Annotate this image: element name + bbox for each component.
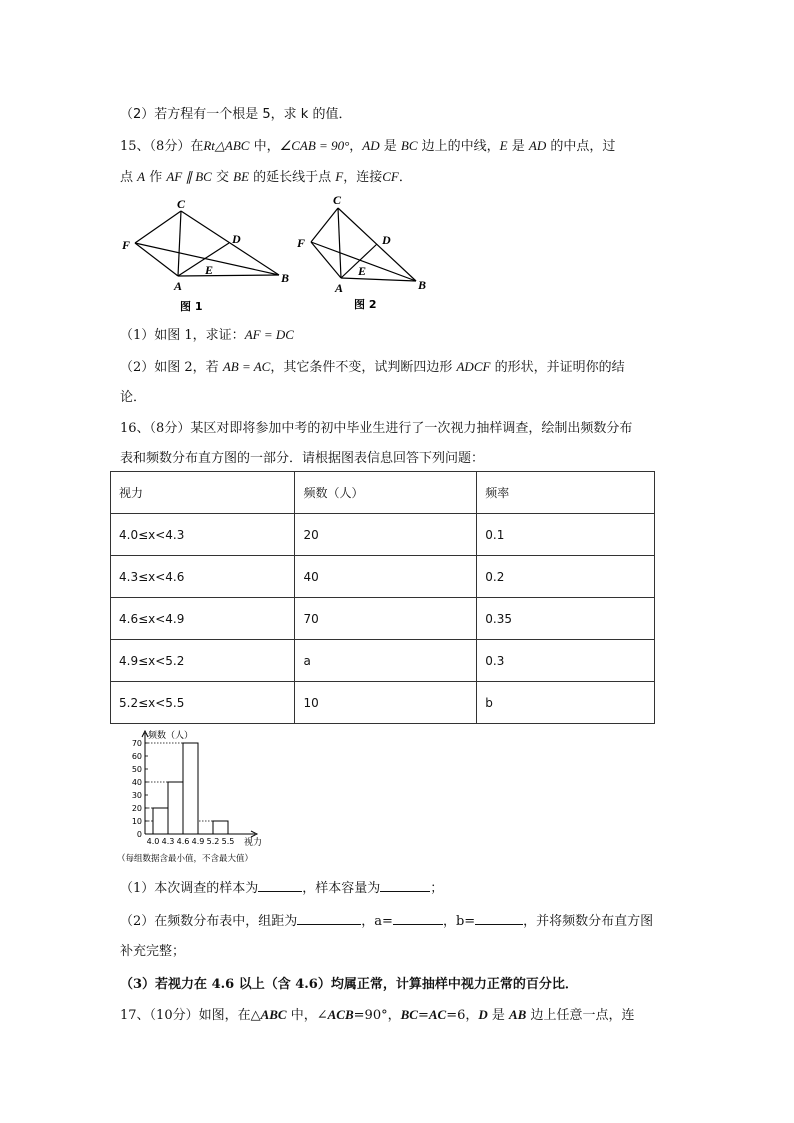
q16-line2: 表和频数分布直方图的一部分．请根据图表信息回答下列问题： <box>120 451 485 466</box>
answer-blank[interactable] <box>393 912 443 925</box>
answer-blank[interactable] <box>297 912 361 925</box>
q17-ac: AC <box>428 1007 447 1022</box>
fig2-seg-fc <box>311 208 338 242</box>
q15-shi: 是 <box>379 139 401 154</box>
q17-ab: AB <box>509 1007 527 1022</box>
q15-cf: CF <box>382 169 399 184</box>
q16-p2-a: ，a= <box>361 914 393 929</box>
hist-xtick-label: 4.0 <box>146 837 160 846</box>
q15-bc: BC <box>400 138 418 153</box>
q15-triangle: △ABC <box>214 138 250 153</box>
fig2-seg-ab <box>341 278 416 281</box>
q15-part2-suffix: 的形状，并证明你的结 <box>490 360 625 375</box>
hist-xtick-label: 4.6 <box>176 837 190 846</box>
q15-part2-mid: ，其它条件不变，试判断四边形 <box>270 360 457 375</box>
fig2-label-f: F <box>297 236 306 250</box>
q14-part2: （2）若方程有一个根是 5，求 k 的值． <box>120 107 352 122</box>
q17-d: D <box>478 1007 488 1022</box>
q15-rt: Rt <box>203 138 215 153</box>
q15-comma: ， <box>349 139 363 154</box>
hist-bar <box>183 743 198 834</box>
hist-xtick-label: 4.9 <box>191 837 205 846</box>
hist-bar <box>153 808 168 834</box>
q16-part1 <box>120 877 443 896</box>
q15-line2 <box>120 166 412 185</box>
hist-ytick-label: 50 <box>131 765 142 774</box>
q16-part2-cont: 补充完整； <box>120 944 186 959</box>
q17-text-e: =6， <box>446 1008 479 1023</box>
q15-f: F <box>335 169 344 184</box>
hist-ytick-label: 0 <box>136 830 142 839</box>
table-cell: 0.2 <box>477 556 655 598</box>
fig2-seg-ca <box>338 208 341 278</box>
fig1-seg-ad <box>178 243 229 276</box>
table-row <box>111 514 655 556</box>
hist-ytick-label: 10 <box>131 817 142 826</box>
q17-text-g: 边上任意一点，连 <box>526 1008 635 1023</box>
figure-1 <box>118 198 298 318</box>
table-cell: 70 <box>295 598 477 640</box>
fig1-label-c: C <box>177 198 186 211</box>
table-cell: 0.1 <box>477 514 655 556</box>
q15-part1-prefix: （1）如图 1，求证： <box>120 328 245 343</box>
frequency-table <box>110 471 655 724</box>
q15-part1 <box>120 324 294 343</box>
q17-abc: ABC <box>260 1007 287 1022</box>
q17-text-d: = <box>417 1008 429 1023</box>
q17-bc: BC <box>400 1007 418 1022</box>
q15-part2-eq: AB = AC <box>222 359 271 374</box>
q15-header: 15、（8分）在 <box>120 139 204 154</box>
fig1-seg-fc <box>135 211 181 243</box>
table-row <box>111 598 655 640</box>
q17-acb: ACB <box>327 1007 354 1022</box>
hist-note: （每组数据含最小值，不含最大值） <box>117 854 254 864</box>
fig1-label-a: A <box>174 279 183 293</box>
table-row <box>111 640 655 682</box>
table-cell: 5.2≤x<5.5 <box>111 682 295 724</box>
q16-p1-end: ； <box>430 881 444 896</box>
q16-p2-b: ，b= <box>442 914 476 929</box>
q15-ad: AD <box>362 138 380 153</box>
q15-midline: 边上的中线， <box>417 139 500 154</box>
hist-xtick-label: 5.2 <box>206 837 220 846</box>
hist-bar <box>168 782 183 834</box>
fig1-label-d: D <box>232 232 241 246</box>
table-row <box>111 682 655 724</box>
q16-p1-text2: ，样本容量为 <box>302 881 381 896</box>
table-cell: 0.3 <box>477 640 655 682</box>
q15-zuo: 作 <box>145 170 167 185</box>
table-header-cell: 频数（人） <box>295 472 477 514</box>
q16-line1: 16、（8分）某区对即将参加中考的初中毕业生进行了一次视力抽样调查，绘制出频数分布 <box>120 421 633 436</box>
q15-lian: ，连接 <box>343 170 383 185</box>
q15-part1-eq: AF = DC <box>244 327 294 342</box>
table-header-cell: 频率 <box>477 472 655 514</box>
q15-part2-prefix: （2）如图 2，若 <box>120 360 223 375</box>
hist-xlabel: 视力 <box>244 838 263 848</box>
table-cell: 40 <box>295 556 477 598</box>
q15-dian: 点 <box>120 170 138 185</box>
q17-text-a: 17、（10分）如图，在△ <box>120 1008 261 1023</box>
q15-midpoint: 的中点，过 <box>546 139 616 154</box>
q15-jiao: 交 <box>211 170 234 185</box>
fig2-label-c: C <box>333 193 342 207</box>
q16-p2-text: （2）在频数分布表中，组距为 <box>120 914 298 929</box>
q15-e: E <box>499 138 508 153</box>
q17-text-f: 是 <box>487 1008 510 1023</box>
fig1-label-b: B <box>281 271 290 285</box>
hist-ytick-label: 60 <box>131 752 142 761</box>
fig1-seg-ab <box>178 275 279 276</box>
hist-ytick-label: 40 <box>131 778 142 787</box>
answer-blank[interactable] <box>475 912 523 925</box>
q15-angle: ∠CAB = 90° <box>279 138 350 153</box>
q15-ad2: AD <box>528 138 547 153</box>
table-row <box>111 556 655 598</box>
fig2-label-d: D <box>382 233 391 247</box>
fig2-label-b: B <box>418 278 427 292</box>
fig2-label-a: A <box>335 281 344 295</box>
q15-a: A <box>137 169 146 184</box>
hist-ytick-label: 30 <box>131 791 142 800</box>
q15-be: BE <box>233 169 250 184</box>
fig2-caption: 图 2 <box>354 298 377 311</box>
frequency-histogram <box>115 727 295 867</box>
table-cell: a <box>295 640 477 682</box>
q16-part3: （3）若视力在 4.6 以上（含 4.6）均属正常，计算抽样中视力正常的百分比． <box>120 977 578 992</box>
table-cell: 4.0≤x<4.3 <box>111 514 295 556</box>
q17-line1 <box>120 1004 635 1023</box>
table-cell: 4.9≤x<5.2 <box>111 640 295 682</box>
q15-line1 <box>120 135 615 154</box>
q15-part2-quad: ADCF <box>456 359 491 374</box>
q15-part2-cont: 论． <box>120 390 147 405</box>
hist-ylabel: 频数（人） <box>148 731 194 741</box>
q16-p1-text: （1）本次调查的样本为 <box>120 881 259 896</box>
fig1-seg-cb <box>181 211 279 275</box>
hist-ytick-label: 20 <box>131 804 142 813</box>
table-header-row <box>111 472 655 514</box>
q15-zhong: 中， <box>249 139 280 154</box>
fig2-label-e: E <box>358 264 367 278</box>
q15-af-bc: AF ∥ BC <box>166 169 212 184</box>
hist-ytick-label: 70 <box>131 739 142 748</box>
q15-shi2: 是 <box>507 139 529 154</box>
answer-blank[interactable] <box>258 879 302 892</box>
fig1-caption: 图 1 <box>180 300 203 313</box>
q16-p2-end: ，并将频数分布直方图 <box>523 914 654 929</box>
table-cell: 20 <box>295 514 477 556</box>
table-cell: 4.3≤x<4.6 <box>111 556 295 598</box>
q15-ext: 的延长线于点 <box>249 170 336 185</box>
figure-2 <box>295 190 435 315</box>
answer-blank[interactable] <box>380 879 430 892</box>
fig1-label-e: E <box>205 263 214 277</box>
q17-text-b: 中，∠ <box>286 1008 328 1023</box>
fig1-label-f: F <box>122 238 131 252</box>
table-cell: 10 <box>295 682 477 724</box>
table-cell: 0.35 <box>477 598 655 640</box>
q15-part2 <box>120 356 625 375</box>
hist-xtick-label: 4.3 <box>161 837 175 846</box>
table-cell: 4.6≤x<4.9 <box>111 598 295 640</box>
table-header-cell: 视力 <box>111 472 295 514</box>
fig1-seg-ca <box>178 211 181 276</box>
q17-text-c: =90°， <box>353 1008 401 1023</box>
q15-end: ． <box>398 170 412 185</box>
table-cell: b <box>477 682 655 724</box>
q16-part2 <box>120 910 653 929</box>
hist-bar <box>213 821 228 834</box>
hist-xtick-label: 5.5 <box>221 837 235 846</box>
